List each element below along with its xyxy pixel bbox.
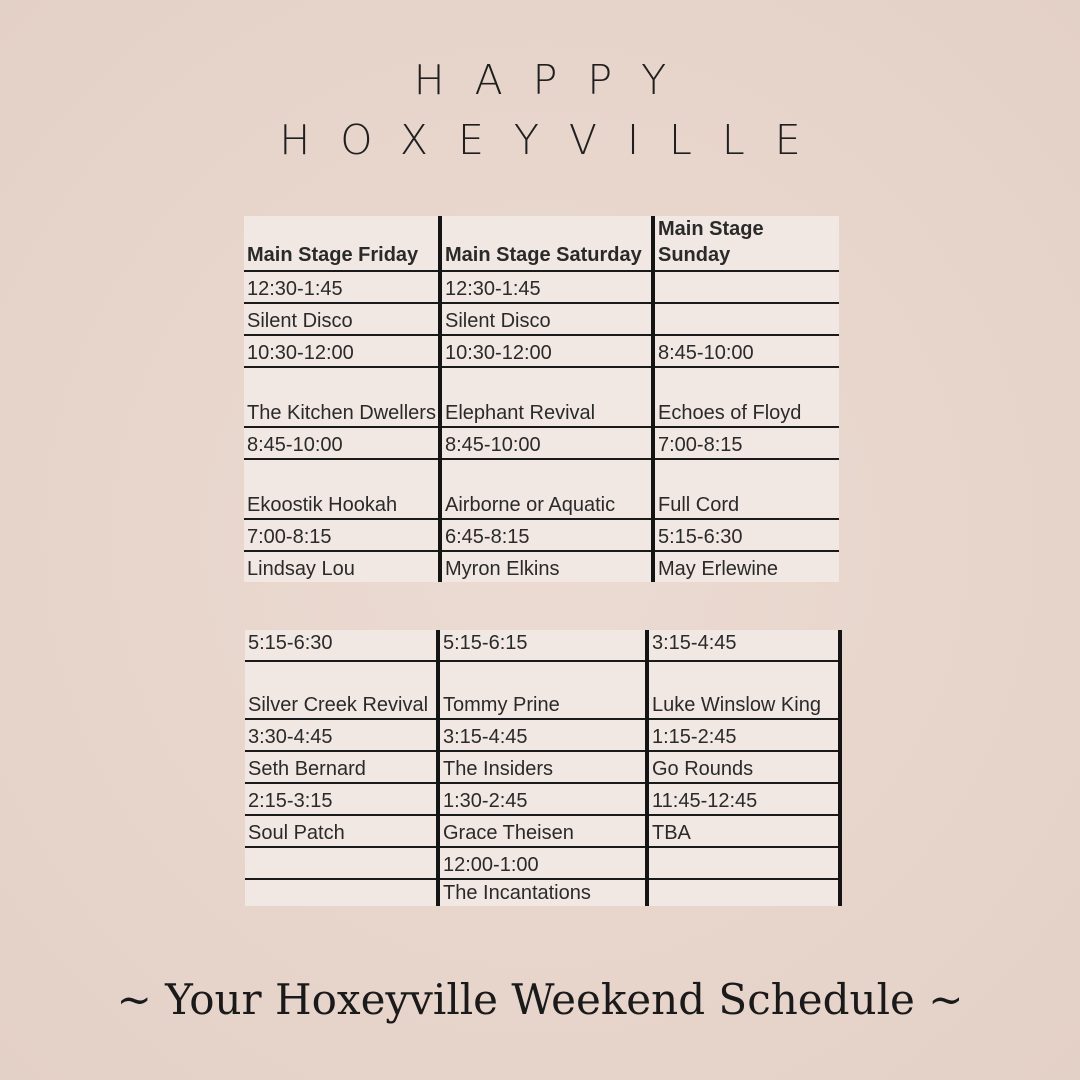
table-cell: Myron Elkins bbox=[440, 551, 653, 582]
table-row bbox=[245, 630, 840, 661]
table-row bbox=[244, 551, 839, 582]
table-cell: 7:00-8:15 bbox=[244, 519, 440, 551]
table-cell: 1:30-2:45 bbox=[438, 783, 647, 815]
table-row bbox=[245, 815, 840, 847]
table-cell: The Incantations bbox=[438, 879, 647, 906]
table-cell: Grace Theisen bbox=[438, 815, 647, 847]
table-cell: Seth Bernard bbox=[245, 751, 438, 783]
table-cell bbox=[647, 879, 840, 906]
table-row bbox=[245, 751, 840, 783]
table-cell: Luke Winslow King bbox=[647, 661, 840, 719]
schedule-table-bottom bbox=[245, 630, 842, 906]
table-row bbox=[244, 303, 839, 335]
table-row bbox=[244, 459, 839, 519]
table-cell: 11:45-12:45 bbox=[647, 783, 840, 815]
table-cell: Echoes of Floyd bbox=[653, 367, 839, 427]
table-cell bbox=[647, 847, 840, 879]
table-cell: 7:00-8:15 bbox=[653, 427, 839, 459]
schedule-table-top bbox=[244, 216, 839, 582]
header-friday: Main Stage Friday bbox=[244, 216, 440, 271]
table-cell: Tommy Prine bbox=[438, 661, 647, 719]
table-cell: Go Rounds bbox=[647, 751, 840, 783]
table-cell: 5:15-6:15 bbox=[438, 630, 647, 661]
table-cell bbox=[653, 303, 839, 335]
table-cell: Airborne or Aquatic bbox=[440, 459, 653, 519]
table-cell: 12:30-1:45 bbox=[440, 271, 653, 303]
table-cell: 8:45-10:00 bbox=[244, 427, 440, 459]
table-cell: 5:15-6:30 bbox=[245, 630, 438, 661]
table-row bbox=[244, 519, 839, 551]
title-line-1: HAPPY bbox=[413, 56, 697, 104]
table-row bbox=[245, 719, 840, 751]
table-cell: Silent Disco bbox=[440, 303, 653, 335]
table-cell: 1:15-2:45 bbox=[647, 719, 840, 751]
table-cell: 3:30-4:45 bbox=[245, 719, 438, 751]
table-cell: 3:15-4:45 bbox=[647, 630, 840, 661]
header-saturday: Main Stage Saturday bbox=[440, 216, 653, 271]
table-cell: The Insiders bbox=[438, 751, 647, 783]
table-cell: 12:30-1:45 bbox=[244, 271, 440, 303]
table-row bbox=[244, 367, 839, 427]
table-row bbox=[244, 335, 839, 367]
table-cell: Elephant Revival bbox=[440, 367, 653, 427]
table-cell: 12:00-1:00 bbox=[438, 847, 647, 879]
header-sunday: Main Stage Sunday bbox=[653, 216, 839, 271]
table-cell: 10:30-12:00 bbox=[244, 335, 440, 367]
table-cell: The Kitchen Dwellers bbox=[244, 367, 440, 427]
table-row bbox=[244, 427, 839, 459]
table-cell: Silver Creek Revival bbox=[245, 661, 438, 719]
table-cell: 10:30-12:00 bbox=[440, 335, 653, 367]
table-cell: Full Cord bbox=[653, 459, 839, 519]
table-cell: 6:45-8:15 bbox=[440, 519, 653, 551]
table-cell: Lindsay Lou bbox=[247, 558, 355, 580]
footer-caption: ~ Your Hoxeyville Weekend Schedule ~ bbox=[116, 975, 964, 1024]
table-row bbox=[245, 847, 840, 879]
table-cell: 8:45-10:00 bbox=[440, 427, 653, 459]
table-row bbox=[245, 783, 840, 815]
table-cell: Ekoostik Hookah bbox=[244, 459, 440, 519]
table-cell: May Erlewine bbox=[653, 551, 839, 582]
table-cell: Soul Patch bbox=[245, 815, 438, 847]
table-cell: Silent Disco bbox=[244, 303, 440, 335]
table-cell: 5:15-6:30 bbox=[653, 519, 839, 551]
table-header-row bbox=[244, 216, 839, 271]
table-cell: 2:15-3:15 bbox=[245, 783, 438, 815]
table-cell: 3:15-4:45 bbox=[438, 719, 647, 751]
table-cell bbox=[245, 847, 438, 879]
table-row bbox=[244, 271, 839, 303]
table-cell: TBA bbox=[647, 815, 840, 847]
table-row bbox=[245, 661, 840, 719]
title-line-2: HOXEYVILLE bbox=[279, 116, 831, 164]
table-cell bbox=[653, 271, 839, 303]
table-row bbox=[245, 879, 840, 906]
table-cell bbox=[245, 879, 438, 906]
table-cell: 8:45-10:00 bbox=[653, 335, 839, 367]
